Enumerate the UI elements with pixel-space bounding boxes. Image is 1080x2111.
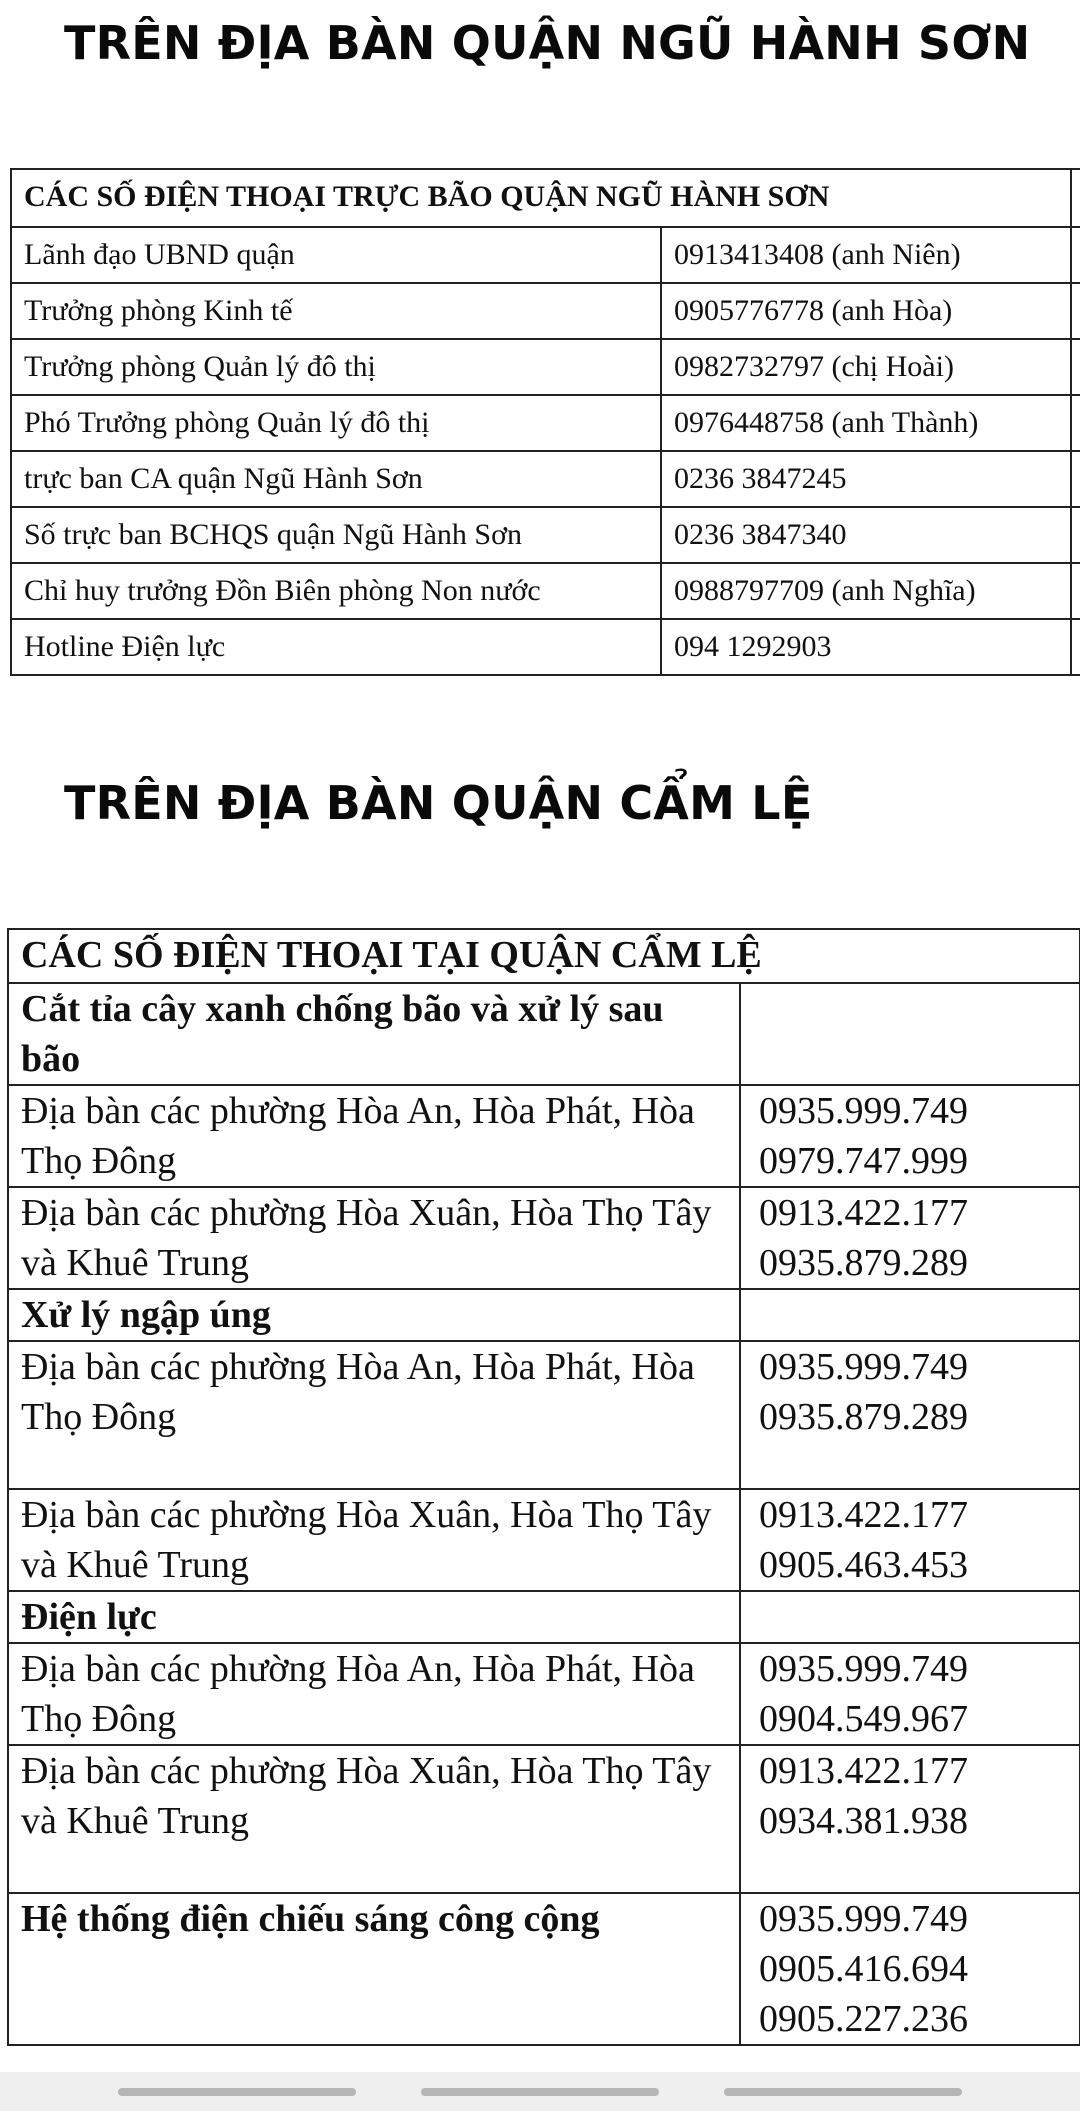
contact-label: Hotline Điện lực bbox=[11, 619, 661, 675]
contact-phone[interactable]: 094 1292903 bbox=[661, 619, 1071, 675]
phone-numbers bbox=[740, 1745, 1080, 1893]
contact-phone[interactable]: 0905776778 (anh Hòa) bbox=[661, 283, 1071, 339]
heading-cam-le: TRÊN ĐỊA BÀN QUẬN CẨM LỆ bbox=[64, 776, 813, 830]
area-label: Địa bàn các phường Hòa An, Hòa Phát, Hòa Thọ Đông bbox=[8, 1643, 740, 1745]
table-row bbox=[11, 451, 1080, 507]
nav-pill-right[interactable] bbox=[724, 2088, 962, 2096]
table-header: CÁC SỐ ĐIỆN THOẠI TRỰC BÃO QUẬN NGŨ HÀNH SƠN bbox=[11, 169, 1071, 227]
phone-number[interactable]: 0935.999.749 bbox=[759, 1090, 968, 1132]
contact-phone[interactable]: 0976448758 (anh Thành) bbox=[661, 395, 1071, 451]
section-row bbox=[8, 1591, 1080, 1643]
contact-label: trực ban CA quận Ngũ Hành Sơn bbox=[11, 451, 661, 507]
phone-numbers bbox=[740, 1489, 1080, 1591]
phone-number[interactable]: 0913.422.177 bbox=[759, 1750, 968, 1792]
contact-phone[interactable]: 0236 3847245 bbox=[661, 451, 1071, 507]
table-row bbox=[11, 283, 1080, 339]
table-row bbox=[8, 1489, 1080, 1591]
phone-number[interactable]: 0913.422.177 bbox=[759, 1192, 968, 1234]
nav-pill-left[interactable] bbox=[118, 2088, 356, 2096]
table-row bbox=[11, 619, 1080, 675]
phone-number[interactable]: 0979.747.999 bbox=[759, 1140, 968, 1182]
table-row bbox=[11, 507, 1080, 563]
table-row bbox=[11, 227, 1080, 283]
phone-numbers bbox=[740, 1341, 1080, 1489]
phone-number[interactable]: 0935.999.749 bbox=[759, 1648, 968, 1690]
section-row bbox=[8, 1289, 1080, 1341]
phone-number[interactable]: 0935.999.749 bbox=[759, 1346, 968, 1388]
table-row bbox=[8, 1893, 1080, 2045]
table-header: CÁC SỐ ĐIỆN THOẠI TẠI QUẬN CẨM LỆ bbox=[8, 929, 1080, 983]
area-label: Địa bàn các phường Hòa An, Hòa Phát, Hòa Thọ Đông bbox=[8, 1085, 740, 1187]
heading-ngu-hanh-son: TRÊN ĐỊA BÀN QUẬN NGŨ HÀNH SƠN bbox=[64, 16, 1031, 70]
contact-label: Trưởng phòng Quản lý đô thị bbox=[11, 339, 661, 395]
nav-pill-center[interactable] bbox=[421, 2088, 659, 2096]
phone-number[interactable]: 0905.416.694 bbox=[759, 1948, 968, 1990]
ngu-hanh-son-phone-table bbox=[10, 168, 1080, 676]
phone-numbers bbox=[740, 1893, 1080, 2045]
contact-phone[interactable]: 0988797709 (anh Nghĩa) bbox=[661, 563, 1071, 619]
area-label: Địa bàn các phường Hòa Xuân, Hòa Thọ Tây và Khuê Trung bbox=[8, 1187, 740, 1289]
contact-label: Lãnh đạo UBND quận bbox=[11, 227, 661, 283]
lighting-label: Hệ thống điện chiếu sáng công cộng bbox=[8, 1893, 740, 2045]
contact-label: Chỉ huy trưởng Đồn Biên phòng Non nước bbox=[11, 563, 661, 619]
gesture-nav-bar bbox=[0, 2072, 1080, 2111]
contact-label: Trưởng phòng Kinh tế bbox=[11, 283, 661, 339]
contact-phone[interactable]: 0913413408 (anh Niên) bbox=[661, 227, 1071, 283]
contact-label: Số trực ban BCHQS quận Ngũ Hành Sơn bbox=[11, 507, 661, 563]
table-row bbox=[8, 1341, 1080, 1489]
table-row bbox=[11, 563, 1080, 619]
contact-phone[interactable]: 0236 3847340 bbox=[661, 507, 1071, 563]
table-row bbox=[8, 1643, 1080, 1745]
table-row bbox=[8, 1745, 1080, 1893]
contact-label: Phó Trưởng phòng Quản lý đô thị bbox=[11, 395, 661, 451]
cam-le-phone-table bbox=[7, 928, 1080, 2046]
phone-number[interactable]: 0935.879.289 bbox=[759, 1396, 968, 1438]
section-title: Điện lực bbox=[8, 1591, 740, 1643]
table-row bbox=[11, 395, 1080, 451]
contact-phone[interactable]: 0982732797 (chị Hoài) bbox=[661, 339, 1071, 395]
phone-number[interactable]: 0913.422.177 bbox=[759, 1494, 968, 1536]
phone-numbers bbox=[740, 1643, 1080, 1745]
section-title: Xử lý ngập úng bbox=[8, 1289, 740, 1341]
table-row bbox=[11, 339, 1080, 395]
phone-number[interactable]: 0905.227.236 bbox=[759, 1998, 968, 2040]
area-label: Địa bàn các phường Hòa An, Hòa Phát, Hòa Thọ Đông bbox=[8, 1341, 740, 1489]
phone-number[interactable]: 0935.879.289 bbox=[759, 1242, 968, 1284]
area-label: Địa bàn các phường Hòa Xuân, Hòa Thọ Tây và Khuê Trung bbox=[8, 1745, 740, 1893]
table-row bbox=[8, 1085, 1080, 1187]
table-row bbox=[8, 1187, 1080, 1289]
section-title: Cắt tỉa cây xanh chống bão và xử lý sau bão bbox=[8, 983, 740, 1085]
phone-numbers bbox=[740, 1085, 1080, 1187]
phone-number[interactable]: 0935.999.749 bbox=[759, 1898, 968, 1940]
phone-numbers bbox=[740, 1187, 1080, 1289]
table-header-row bbox=[11, 169, 1080, 227]
phone-number[interactable]: 0934.381.938 bbox=[759, 1800, 968, 1842]
phone-number[interactable]: 0905.463.453 bbox=[759, 1544, 968, 1586]
section-row bbox=[8, 983, 1080, 1085]
table-header-row bbox=[8, 929, 1080, 983]
area-label: Địa bàn các phường Hòa Xuân, Hòa Thọ Tây và Khuê Trung bbox=[8, 1489, 740, 1591]
phone-number[interactable]: 0904.549.967 bbox=[759, 1698, 968, 1740]
